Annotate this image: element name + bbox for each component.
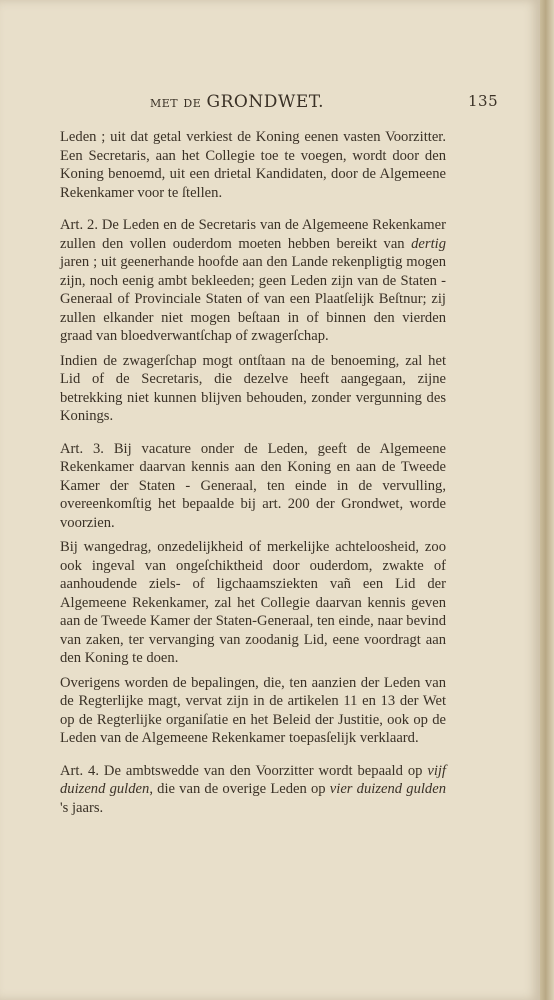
title-main: GRONDWET. [206,92,324,112]
art4-start: Art. 4. De ambtswedde van den Voorzitter wordt bepaald op [60,762,428,779]
paragraph-art-4 [60,762,446,818]
paragraph-art-2 [60,216,446,346]
paragraph: Leden ; uit dat getal verkiest de Koning eenen vasten Voorzitter. Een Secretaris, aan het Collegie toe te voegen, wordt door den Koning benoemd, uit een drietal Kandidaten, door de Algemeene Rekenkamer voor te ſtellen. [60,129,446,201]
page-edge [540,0,554,1000]
art4-end: 's jaars. [60,799,104,816]
art4-italic-2: vier duizend gulden [329,781,446,797]
art4-italic-1: vijf duizend gulden [60,762,446,797]
paragraph-art-3: Art. 3. Bij vacature onder de Leden, geeft de Algemeene Rekenkamer daarvan kennis aan den Koning en aan de Tweede Kamer der Staten - Generaal, ten einde in de vervulling, overeenkomſtig het bepaalde bij art. 200 der Grondwet, worde voorzien. [60,440,446,531]
paragraph: Overigens worden de bepalingen, die, ten aanzien der Leden van de Regterlijke magt, vervat zijn in de artikelen 11 en 13 der Wet op de Regterlijke organiſatie en het Beleid der Justitie, ook op de Leden van de Algemeene Rekenkamer toepasſelijk verklaard. [60,674,446,746]
art2-start: Art. 2. De Leden en de Secretaris van de Algemeene Rekenkamer zullen den vollen ouderdom moeten hebben bereikt van [60,217,446,252]
paragraph: Indien de zwagerſchap mogt ontſtaan na de benoeming, zal het Lid of de Secretaris, die dezelve heeft aangegaan, zijne betrekking niet kunnen blijven behouden, zonder vergunning des Konings. [60,352,446,424]
paragraph: Bij wangedrag, onzedelijkheid of merkelijke achteloosheid, zoo ook ingeval van ongeſchiktheid door ouderdom, zwakte of aanhoudende ziels- of ligchaamsziekten vañ een Lid der Algemeene Rekenkamer, zal het Collegie daarvan kennis geven aan de Tweede Kamer der Staten-Generaal, ten einde, naar bevind van zaken, ter vervanging van zoodanig Lid, eene voordragt aan den Koning te doen. [60,539,446,666]
art4-mid: , die van de overige Leden op [149,781,330,797]
title-prefix: met de [150,93,202,111]
body-text [60,128,446,831]
page-number: 135 [468,92,499,110]
running-title [150,92,324,112]
art2-italic: dertig [411,235,446,252]
art2-rest: jaren ; uit geenerhande hoofde aan den Lande rekenpligtig mogen zijn, noch eenig ambt bekleeden; geen Leden zijn van de Staten - Generaal of Provinciale Staten of van een Plaatſelijk Beſtnur; zij zullen elkander niet mogen beſtaan in of binnen den vierden graad van bloedverwantſchap of zwagerſchap. [60,254,446,344]
